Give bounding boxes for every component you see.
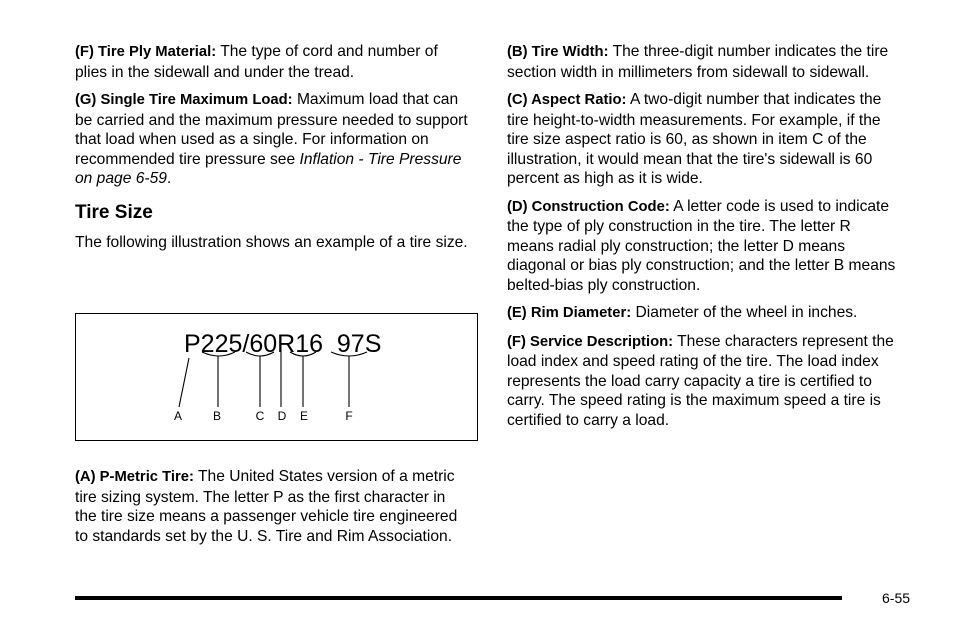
- footer-rule: [75, 596, 842, 600]
- label-a: A: [173, 409, 183, 423]
- rim-diameter-paragraph: [507, 303, 899, 324]
- tire-ply-material-paragraph: [75, 42, 470, 82]
- left-column: [75, 42, 470, 260]
- callout-lines: [179, 352, 367, 407]
- tire-width-text: The three-digit number indicates the tire section width in millimeters from sidewall to sidewall.: [507, 43, 889, 81]
- rim-diameter-term: (E) Rim Diameter:: [507, 305, 632, 321]
- service-description-paragraph: [507, 332, 899, 431]
- aspect-ratio-text: A two-digit number that indicates the tire height-to-width measurements. For example, if the tire size aspect ratio is 60, as shown in item C of the illustration, it would mean that the tire's sidewall is 60 percent as high as it is wide.: [507, 91, 882, 187]
- tire-size-intro: The following illustration shows an example of a tire size.: [75, 233, 468, 251]
- max-load-term: (G) Single Tire Maximum Load:: [75, 92, 293, 108]
- label-e: E: [299, 409, 309, 423]
- construction-code-term: (D) Construction Code:: [507, 198, 670, 215]
- tire-ply-material-text: The type of cord and number of plies in the sidewall and under the tread.: [75, 43, 438, 81]
- p-metric-term: (A) P-Metric Tire:: [75, 469, 194, 485]
- construction-code-paragraph: [507, 197, 899, 296]
- page-number: 6-55: [882, 590, 911, 606]
- tire-width-paragraph: [507, 42, 899, 82]
- tire-size-illustration: [75, 313, 478, 441]
- aspect-ratio-paragraph: [507, 90, 899, 189]
- inflation-reference-link[interactable]: Inflation - Tire Pressure on page 6-59: [75, 150, 462, 187]
- p-metric-text: The United States version of a metric tire sizing system. The letter P as the first character in the tire size means a passenger vehicle tire engineered to standards set by the U. S. Tire and Rim Association.: [75, 468, 458, 545]
- construction-code-text: A letter code is used to indicate the type of ply construction in the tire. The letter R means radial ply construction; the letter D means diagonal or bias ply construction; and the letter B means belted-bias ply construction.: [507, 197, 896, 294]
- aspect-ratio-term: (C) Aspect Ratio:: [507, 92, 627, 108]
- tire-size-heading: Tire Size: [75, 201, 153, 223]
- p-metric-paragraph: [75, 467, 470, 546]
- max-load-paragraph: [75, 90, 470, 189]
- label-d: D: [277, 409, 287, 423]
- max-load-end: .: [166, 170, 172, 187]
- tire-size-diagram: [76, 314, 479, 442]
- tire-code-text: P225/60R16 97S: [184, 330, 382, 358]
- label-b: B: [212, 409, 222, 423]
- tire-width-term: (B) Tire Width:: [507, 44, 609, 60]
- tire-ply-material-term: (F) Tire Ply Material:: [75, 44, 217, 60]
- label-c: C: [255, 409, 265, 423]
- max-load-text: Maximum load that can be carried and the maximum pressure needed to support that load when used as a single. For information on recommended tire pressure see: [75, 91, 468, 168]
- label-f: F: [345, 409, 353, 423]
- service-description-text: These characters represent the load index and speed rating of the tire. The load index represents the load carry capacity a tire is certified to carry. The speed rating is the maximum speed a tire is certified to carry a load.: [507, 332, 894, 429]
- left-column-lower: [75, 467, 470, 554]
- rim-diameter-text: Diameter of the wheel in inches.: [631, 304, 858, 321]
- service-description-term: (F) Service Description:: [507, 333, 674, 350]
- right-column: [507, 42, 899, 438]
